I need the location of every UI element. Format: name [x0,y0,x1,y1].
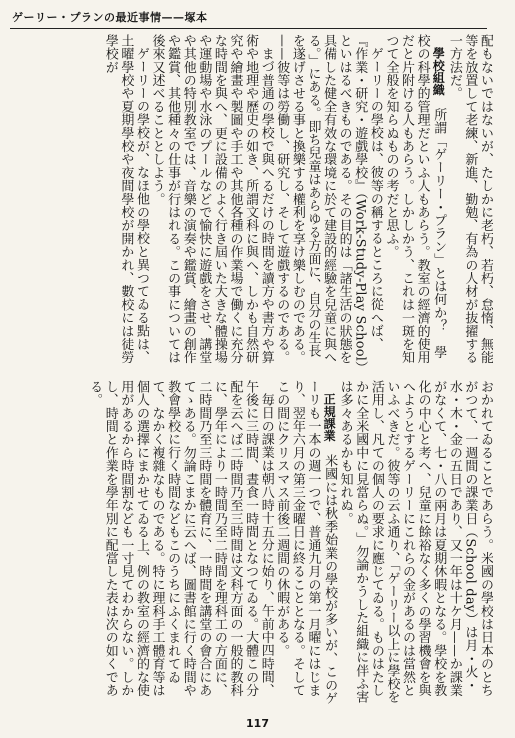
paragraph-text: 米國には秋季始業の學校が多いが、このゲーリも一本の週一つで、普通九月の第一月曜にはじまり、翌年六月の第三金曜日に終ることとなる。そしてこの間にクリスマス前後二週間の休暇がある。 [274,380,338,705]
page-number: 117 [246,717,269,730]
paragraph-text: 配もないではないが、たしかに老朽、若朽、怠惰、無能等を放置して老練、新進、勤勉、有為の人材が抜擢する一方法だ。 [446,34,493,364]
vertical-text-column [102,34,493,368]
running-header [10,8,487,29]
paragraph-text: ゲーリーの學校は、彼等の稱するところに從へば、『作業・研究・遊戲學校』（Work-Study-Play School）といはるべきものである。その目的は「諸生活の狀態を具備した健全有效な環境に於て建設的經驗を兒童に與へる。」にある。即ち兒童はあらゆる方面に、自分の生長を遂げさせる事と換樂する權利を享け樂しむのである。——彼等は勞働し、研究し、そして遊戲するのである。 [274,34,383,368]
lower-text-block [12,380,493,708]
paragraph-text: ゲーリーの學校が、なほ他の學校と異つてゐる點は、土曜學校や夏期學校や夜間學校が開かれ、數校には徒勞學校が [102,34,149,364]
paragraph [149,34,274,368]
paragraph-text: おかれてゐることであらう。米國の學校は日本のとちがつて、一週間の課業日（School day）は月・火・水・木・金の五日であり、又一年は十ケ月——か課業がなくて、七・八の兩月は夏期休暇となる。學校を教化の中心と考へ、兒童に餘裕なく多くの學習機會を與へようとするゲーリーにこれらの金があるのは當然といふべきだ。彼等の云ふ通り、「ゲーリー以上に學校を活用し、凡ての個人の要求に應じてゐる。ものはたしかに全米國中に見當らぬ。」勿論かうした組織に伴ふ害は多々あるかも知れぬ。 [337,380,493,704]
paragraph [274,34,383,368]
paragraph [274,380,337,708]
paragraph-text: 所謂「ゲーリー・プラン」とは何か？ 學校の科學的管理だといふ人もあらう。教室の經濟的使用だと片附ける人もあらう。しかしかう、これは一斑を知つて全般を知らぬものの考だと思ふ。 [383,34,447,364]
paragraph [383,34,446,368]
section-heading: 學校組織 [431,47,446,108]
paragraph [102,34,149,368]
paragraph [337,380,493,708]
paragraph-text: まづ普通の學校で與へるだけの時間を讀方や書方や算術や地理や歷史の如き、所謂文科に與へ、しかも自然研究や繪畫や製圖や手工や其他各種の作業場で働くに充分な時間を與へ、更に設備のよく行き屆いた大きな體操場や運動場や水泳のプールなどで愉快に遊戲をさせ、講堂や其他の特別教室では、音樂の演奏や鑑賞、繪畫の創作や鑑賞、其他種々の仕事が行はれる。この事については後來又述べることとしよう。 [149,34,274,364]
paragraph [446,34,493,368]
running-title: ゲーリー・プランの最近事情——塚本 [12,11,208,24]
vertical-text-column [87,380,493,708]
paragraph [87,380,274,708]
paragraph-text: 毎日の課業は朝八時十五分に始り、午前中四時間、午後に三時間、晝食一時間となつてゐる。大體この分配を云へば二時間乃至三時間は文科方面の一般的教科に、學年により一時間乃至二時間を理科工の方面に、二時間乃至三時間を體育に、一時間を講堂の會合にあてゝある。勿論こまかに云へば、圖書館に行く時間や教會學校に行く時間などもこのうちにふくまれてゐて、なかく複雜なものである。特に理科手工體育等は個人の選擇にまかせてゐる上、例の教室の經濟的な使用があるから時間割なども一寸見てわからない。しかし、時間と作業を學年別に配當した表は次の如くである。 [87,380,274,697]
section-heading: 正規課業 [322,393,337,454]
upper-text-block [12,34,493,368]
